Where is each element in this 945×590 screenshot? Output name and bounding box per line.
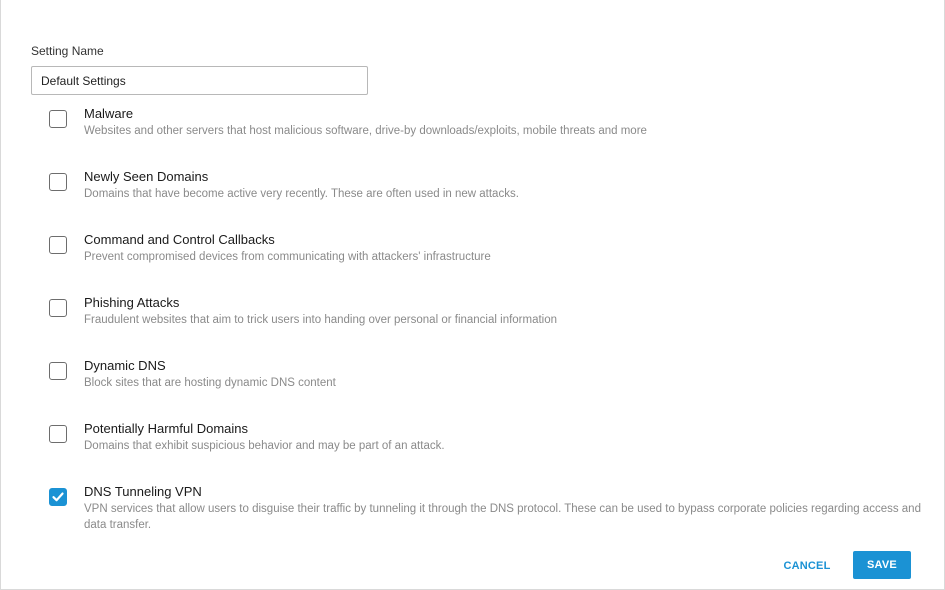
save-button[interactable]: SAVE — [853, 551, 911, 579]
checkbox-newly-seen-domains[interactable] — [49, 173, 67, 191]
cancel-button[interactable]: CANCEL — [777, 554, 837, 578]
checkmark-icon — [51, 490, 65, 504]
checkbox-dns-tunneling-vpn[interactable] — [49, 488, 67, 506]
option-title: Potentially Harmful Domains — [84, 421, 249, 436]
option-title: Command and Control Callbacks — [84, 232, 275, 247]
option-title: Newly Seen Domains — [84, 169, 209, 184]
option-description: Websites and other servers that host malicious software, drive-by downloads/exploits, mobile threats and more — [84, 125, 647, 137]
option-description: VPN services that allow users to disguise their traffic by tunneling it through the DNS protocol. These can be used to bypass corporate policies regarding access and data transfer. — [84, 503, 921, 531]
option-description: Domains that have become active very recently. These are often used in new attacks. — [84, 188, 519, 200]
checkbox-dynamic-dns[interactable] — [49, 362, 67, 380]
setting-name-label: Setting Name — [31, 44, 104, 58]
option-description: Domains that exhibit suspicious behavior and may be part of an attack. — [84, 440, 445, 452]
checkbox-malware[interactable] — [49, 110, 67, 128]
checkbox-potentially-harmful-domains[interactable] — [49, 425, 67, 443]
checkbox-command-and-control-callbacks[interactable] — [49, 236, 67, 254]
option-description: Fraudulent websites that aim to trick users into handing over personal or financial information — [84, 314, 558, 326]
checkbox-phishing-attacks[interactable] — [49, 299, 67, 317]
option-title: DNS Tunneling VPN — [84, 484, 202, 499]
option-title: Malware — [84, 106, 134, 121]
setting-name-input[interactable] — [31, 66, 368, 95]
option-description: Block sites that are hosting dynamic DNS content — [84, 377, 336, 389]
option-description: Prevent compromised devices from communicating with attackers' infrastructure — [84, 251, 491, 263]
option-title: Dynamic DNS — [84, 358, 166, 373]
option-title: Phishing Attacks — [84, 295, 180, 310]
